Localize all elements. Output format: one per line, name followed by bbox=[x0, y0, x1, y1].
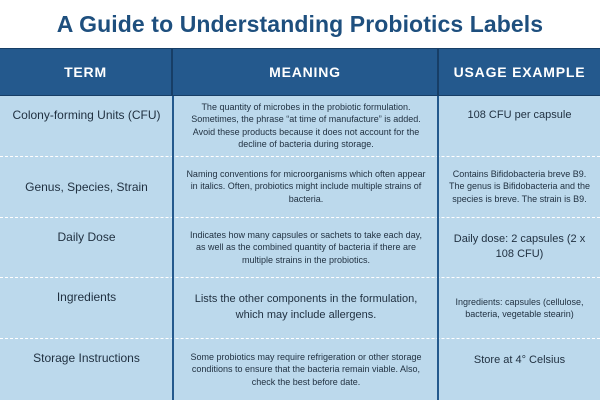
header-meaning: MEANING bbox=[173, 49, 439, 95]
term-cell: Genus, Species, Strain bbox=[25, 179, 148, 194]
term-cell: Storage Instructions bbox=[33, 351, 140, 366]
probiotics-table bbox=[0, 48, 600, 400]
usage-example-cell: Daily dose: 2 capsules (2 x 108 CFU) bbox=[453, 233, 586, 261]
table-row bbox=[0, 157, 600, 218]
usage-example-cell: 108 CFU per capsule bbox=[467, 109, 572, 121]
meaning-cell: Some probiotics may require refrigeration or other storage conditions to ensure that the bacteria remain viable. Also, check the best before date. bbox=[190, 351, 422, 387]
meaning-cell: Lists the other components in the formulation, which may include allergens. bbox=[194, 293, 418, 322]
column-divider bbox=[172, 96, 174, 400]
usage-example-cell: Ingredients: capsules (cellulose, bacteria, vegetable stearin) bbox=[455, 296, 584, 320]
meaning-cell: The quantity of microbes in the probiotic formulation. Sometimes, the phrase “at time of manufacture” is added. Avoid these products because it does not account for the decline of bacteria during storage. bbox=[191, 102, 421, 150]
term-cell: Ingredients bbox=[56, 290, 117, 305]
term-cell: Daily Dose bbox=[57, 229, 116, 244]
header-term: TERM bbox=[0, 49, 173, 95]
table-row bbox=[0, 96, 600, 157]
meaning-cell: Indicates how many capsules or sachets to take each day, as well as the combined quantity of bacteria if there are multiple strains in the probiotics. bbox=[190, 229, 422, 265]
table-row bbox=[0, 339, 600, 400]
table-row bbox=[0, 278, 600, 339]
page-title: A Guide to Understanding Probiotics Labels bbox=[56, 11, 544, 37]
term-cell: Colony-forming Units (CFU) bbox=[12, 108, 161, 122]
usage-example-cell: Contains Bifidobacteria breve B9. The genus is Bifidobacteria and the species is breve. The strain is B9. bbox=[448, 168, 591, 204]
table-body bbox=[0, 96, 600, 400]
table-row bbox=[0, 218, 600, 279]
column-divider bbox=[437, 96, 439, 400]
table-header bbox=[0, 48, 600, 96]
meaning-cell: Naming conventions for microorganisms which often appear in italics. Often, probiotics might include multiple strains of bacteria. bbox=[186, 169, 426, 204]
usage-example-cell: Store at 4° Celsius bbox=[473, 354, 566, 367]
header-usage-example: USAGE EXAMPLE bbox=[453, 64, 586, 80]
